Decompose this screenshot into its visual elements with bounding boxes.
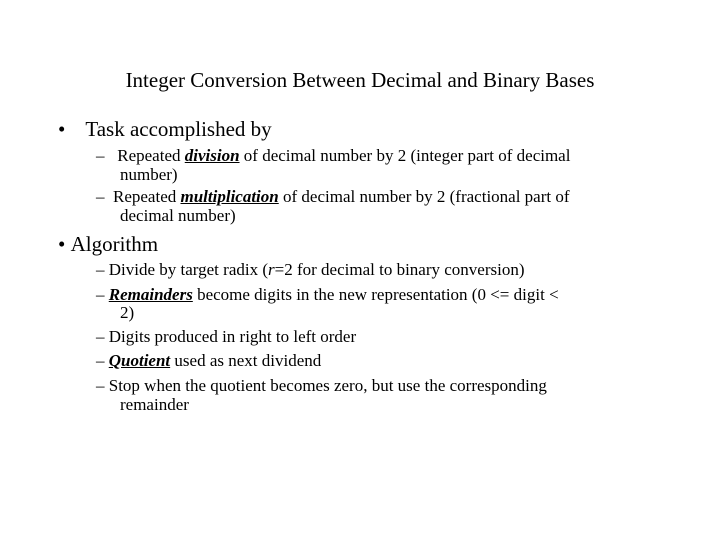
algo-step-divide: – Divide by target radix (r=2 for decimal to binary conversion)	[96, 260, 525, 279]
bullet-task	[58, 116, 272, 142]
algo-step-quotient: – Quotient used as next dividend	[96, 351, 322, 370]
bullet-algorithm-text: Algorithm	[70, 232, 159, 256]
radix-variable: r	[268, 260, 275, 279]
sub-item-multiplication-cont: decimal number)	[120, 206, 236, 225]
emphasis-division: division	[184, 146, 240, 165]
algo-step-remainders: – Remainders become digits in the new representation (0 <= digit <	[96, 285, 559, 304]
sub-item-division-cont: number)	[120, 165, 178, 184]
bullet-marker: •	[58, 117, 66, 141]
emphasis-multiplication: multiplication	[180, 187, 279, 206]
sub-item-multiplication: – Repeated multiplication of decimal number by 2 (fractional part of	[96, 187, 570, 206]
algo-step-remainders-cont: 2)	[120, 303, 135, 322]
bullet-task-text: Task accomplished by	[85, 117, 272, 141]
slide-title: Integer Conversion Between Decimal and Binary Bases	[125, 68, 595, 92]
algo-step-stop-cont: remainder	[120, 395, 189, 414]
emphasis-quotient: Quotient	[108, 351, 171, 370]
bullet-algorithm	[58, 231, 158, 257]
bullet-marker: •	[58, 232, 66, 256]
sub-item-division: – Repeated division of decimal number by 2 (integer part of decimal	[96, 146, 571, 165]
emphasis-remainders: Remainders	[108, 285, 193, 304]
algo-step-order: – Digits produced in right to left order	[96, 327, 357, 346]
algo-step-stop: – Stop when the quotient becomes zero, but use the corresponding	[96, 376, 547, 395]
